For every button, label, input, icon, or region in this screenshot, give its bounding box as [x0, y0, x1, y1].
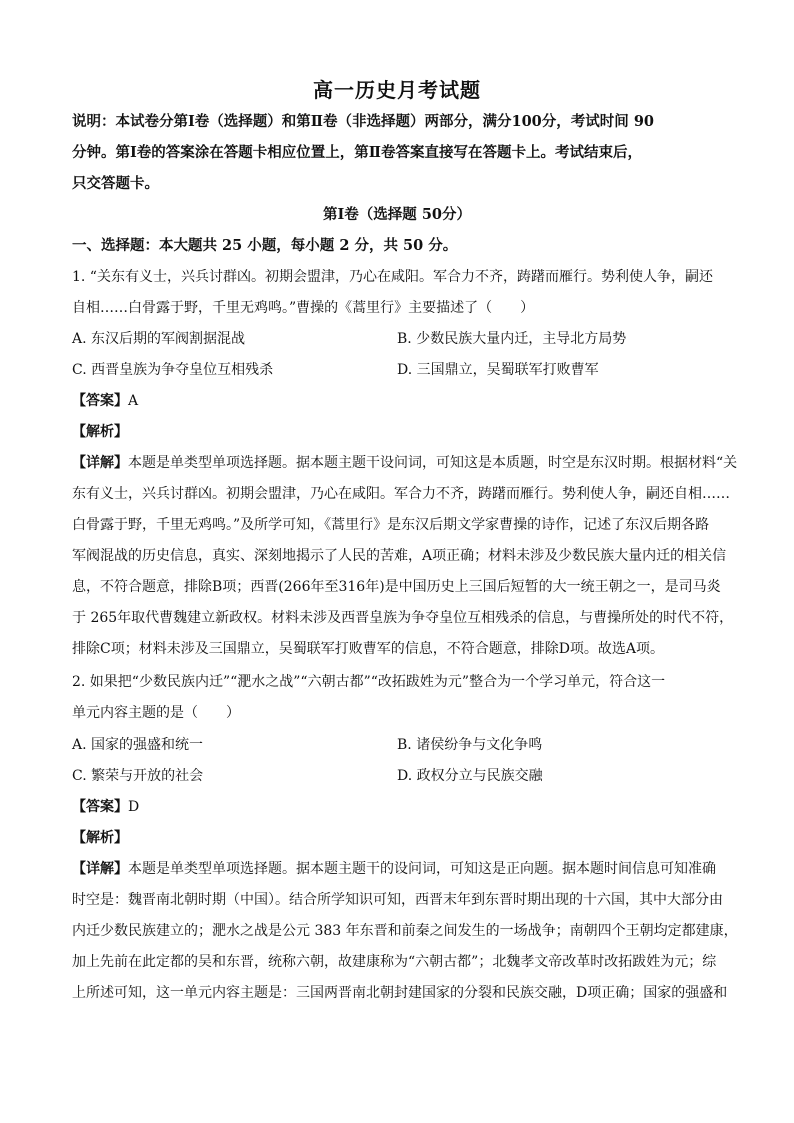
- q2-stem-line-2: 单元内容主题的是（ ）: [72, 705, 240, 721]
- q2-detail-tag: 【详解】: [72, 861, 128, 877]
- q2-answer: [72, 796, 139, 816]
- q2-detail-line-5: 上所述可知，这一单元内容主题是：三国两晋南北朝封建国家的分裂和民族交融，D项正确；国家的强盛和: [72, 985, 728, 1001]
- q1-option-b: B. 少数民族大量内迁，主导北方局势: [397, 331, 627, 347]
- q1-stem-line-2: 自相……白骨露于野，千里无鸡鸣。”曹操的《蒿里行》主要描述了（ ）: [72, 300, 535, 316]
- q2-detail-line-3: 内迁少数民族建立的；淝水之战是公元 383 年东晋和前秦之间发生的一场战争；南朝四个王朝均定都建康，: [72, 923, 738, 939]
- q1-option-a: A. 东汉后期的军阀割据混战: [72, 331, 246, 347]
- q1-detail-line-1: 【详解】本题是单类型单项选择题。据本题主题干设问词，可知这是本质题，时空是东汉时期。根据材料“关: [72, 455, 738, 471]
- q2-option-a: A. 国家的强盛和统一: [72, 737, 204, 753]
- q1-detail-line-5: 息，不符合题意，排除B项；西晋(266年至316年)是中国历史上三国后短暂的大一统王朝之一，是司马炎: [72, 579, 721, 595]
- q1-option-c: C. 西晋皇族为争夺皇位互相残杀: [72, 362, 274, 378]
- q2-option-d: D. 政权分立与民族交融: [397, 768, 543, 784]
- q2-detail-line-2: 时空是：魏晋南北朝时期（中国）。结合所学知识可知，西晋末年到东晋时期出现的十六国，其中大部分由: [72, 892, 723, 908]
- q2-answer-value: D: [128, 799, 140, 815]
- q2-option-b: B. 诸侯纷争与文化争鸣: [397, 737, 543, 753]
- q1-answer: [72, 390, 138, 410]
- q2-answer-tag: 【答案】: [72, 799, 128, 815]
- section-heading: 一、选择题：本大题共 25 小题，每小题 2 分，共 50 分。: [72, 237, 458, 254]
- page-title: 高一历史月考试题: [313, 78, 481, 102]
- q1-analysis-tag: 【解析】: [72, 424, 128, 440]
- instructions-line-3: 只交答题卡。: [72, 175, 159, 192]
- q1-detail-line-7: 排除C项；材料未涉及三国鼎立，吴蜀联军打败曹军的信息，不符合题意，排除D项。故选A项。: [72, 641, 665, 657]
- q2-stem-line-1: 2. 如果把“少数民族内迁”“淝水之战”“六朝古都”“改拓跋姓为元”整合为一个学习单元，符合这一: [72, 674, 666, 690]
- q1-detail-tag: 【详解】: [72, 455, 128, 471]
- q1-answer-value: A: [128, 393, 139, 409]
- instructions-line-2: 分钟。第Ⅰ卷的答案涂在答题卡相应位置上，第Ⅱ卷答案直接写在答题卡上。考试结束后，: [72, 144, 642, 161]
- q2-detail-line-1: 【详解】本题是单类型单项选择题。据本题主题干的设问词，可知这是正向题。据本题时间信息可知准确: [72, 861, 716, 877]
- q1-detail-line-4: 军阀混战的历史信息，真实、深刻地揭示了人民的苦难，A项正确；材料未涉及少数民族大量内迁的相关信: [72, 548, 727, 564]
- q1-option-d: D. 三国鼎立，吴蜀联军打败曹军: [397, 362, 599, 378]
- q1-answer-tag: 【答案】: [72, 393, 128, 409]
- instructions-line-1: 说明：本试卷分第Ⅰ卷（选择题）和第Ⅱ卷（非选择题）两部分，满分100分，考试时间 90: [72, 113, 654, 130]
- q1-stem-line-1: 1. “关东有义士，兴兵讨群凶。初期会盟津，乃心在咸阳。军合力不齐，踌躇而雁行。势利使人争，嗣还: [72, 269, 713, 285]
- q2-analysis-tag: 【解析】: [72, 830, 128, 846]
- part-title: 第Ⅰ卷（选择题 50分）: [322, 206, 471, 223]
- q1-detail-line-2: 东有义士，兴兵讨群凶。初期会盟津，乃心在咸阳。军合力不齐，踌躇而雁行。势利使人争，嗣还自相……: [72, 486, 730, 502]
- q1-detail-line-3: 白骨露于野，千里无鸡鸣。”及所学可知，《蒿里行》是东汉后期文学家曹操的诗作，记述了东汉后期各路: [72, 517, 710, 533]
- q2-detail-line-4: 加上先前在此定都的吴和东晋，统称六朝，故建康称为“六朝古都”；北魏孝文帝改革时改拓跋姓为元；综: [72, 954, 717, 970]
- q1-detail-line-6: 于 265年取代曹魏建立新政权。材料未涉及西晋皇族为争夺皇位互相残杀的信息，与曹操所处的时代不符，: [72, 610, 734, 626]
- q2-option-c: C. 繁荣与开放的社会: [72, 768, 204, 784]
